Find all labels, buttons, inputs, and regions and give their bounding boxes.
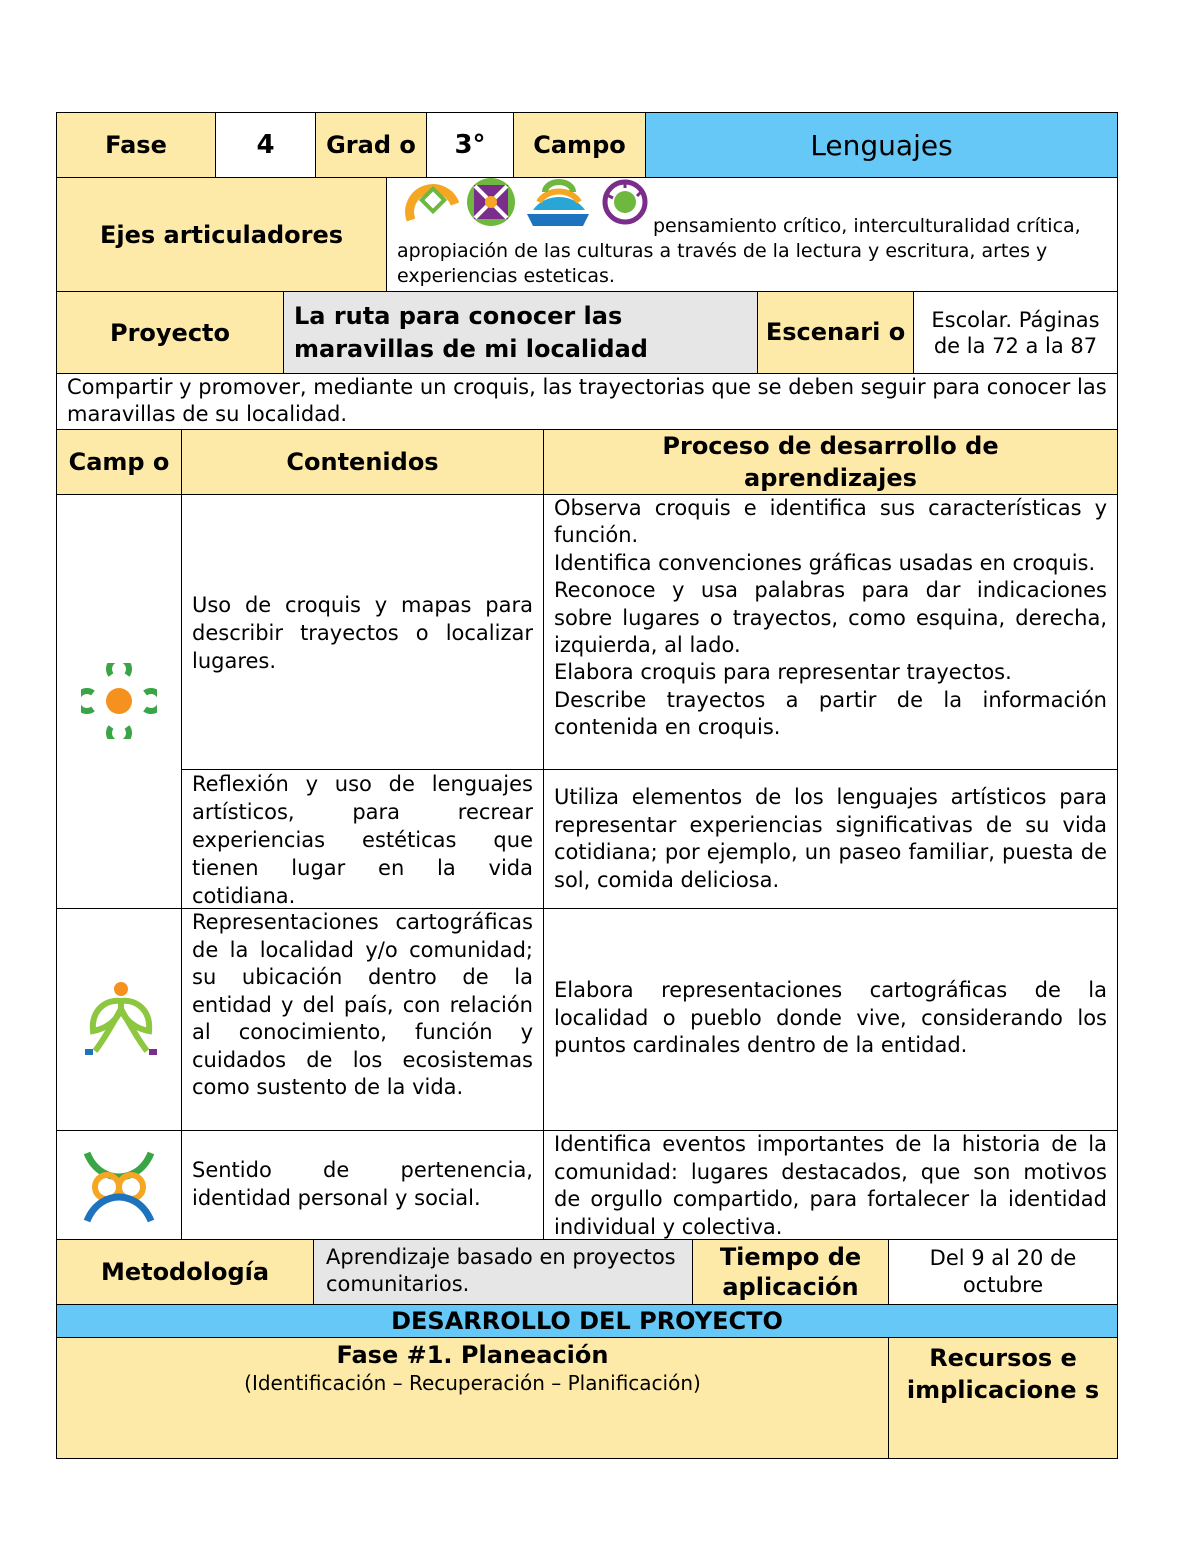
contenido-4: Sentido de pertenencia, identidad personal y social. xyxy=(181,1130,544,1240)
campo-cell-1 xyxy=(56,494,182,909)
escenario-value: Escolar. Páginas de la 72 a la 87 xyxy=(913,291,1118,374)
fase-value: 4 xyxy=(215,112,316,178)
desarrollo-title: DESARROLLO DEL PROYECTO xyxy=(56,1304,1118,1338)
ejes-cell xyxy=(386,177,1118,292)
proceso-1 xyxy=(543,494,1118,770)
contenido-1: Uso de croquis y mapas para describir trayectos o localizar lugares. xyxy=(181,494,544,770)
escenario-label: Escenari o xyxy=(757,291,914,374)
col-contenidos-header: Contenidos xyxy=(181,429,544,495)
proceso-2 xyxy=(543,769,1118,909)
grado-value: 3° xyxy=(426,112,514,178)
campo-value: Lenguajes xyxy=(645,112,1118,178)
metodologia-label: Metodología xyxy=(56,1239,314,1305)
proceso-3 xyxy=(543,908,1118,1131)
fase1-title: Fase #1. Planeación xyxy=(336,1341,609,1369)
fase-label: Fase xyxy=(56,112,216,178)
metodologia-value: Aprendizaje basado en proyectos comunitarios. xyxy=(313,1239,693,1305)
campo-label: Campo xyxy=(513,112,646,178)
col-proceso-header: Proceso de desarrollo de aprendizajes xyxy=(543,429,1118,495)
proceso-1-item: Elabora croquis para representar trayectos. xyxy=(554,660,1012,685)
proceso-1-item: Reconoce y usa palabras para dar indicaciones sobre lugares o trayectos, como esquina, derecha, izquierda, al lado. xyxy=(554,578,1107,658)
ejes-text: pensamiento crítico, interculturalidad crítica, apropiación de las culturas a través de la lectura y escritura, artes y experiencias esteticas. xyxy=(397,215,1081,287)
humano-comunitario-campo-icon xyxy=(81,1147,157,1225)
proceso-2-item: Utiliza elementos de los lenguajes artísticos para representar experiencias significativas de su vida cotidiana; por ejemplo, un paseo familiar, puesta de sol, comida deliciosa. xyxy=(554,785,1107,892)
tiempo-label: Tiempo de aplicación xyxy=(692,1239,889,1305)
proceso-3-item: Elabora representaciones cartográficas de la localidad o pueblo donde vive, considerando los puntos cardinales dentro de la entidad. xyxy=(554,978,1107,1057)
proceso-1-item: Observa croquis e identifica sus características y función. xyxy=(554,496,1107,548)
proyecto-title: La ruta para conocer las maravillas de mi localidad xyxy=(283,291,758,374)
campo-cell-3 xyxy=(56,1130,182,1240)
proyecto-label: Proyecto xyxy=(56,291,284,374)
proceso-1-item: Describe trayectos a partir de la información contenida en croquis. xyxy=(554,687,1107,740)
objetivo-text: Compartir y promover, mediante un croquis, las trayectorias que se deben seguir para conocer las maravillas de su localidad. xyxy=(56,373,1118,430)
contenido-2: Reflexión y uso de lenguajes artísticos, para recrear experiencias estéticas que tienen lugar en la vida cotidiana. xyxy=(181,769,544,909)
ejes-label: Ejes articuladores xyxy=(56,177,387,292)
col-campo-header: Camp o xyxy=(56,429,182,495)
recursos-label: Recursos e implicacione s xyxy=(888,1337,1118,1459)
proceso-4-item: Identifica eventos importantes de la historia de la comunidad: lugares destacados, que son motivos de orgullo compartido, para fortalecer la identidad individual y colectiva. xyxy=(554,1132,1107,1239)
proceso-4 xyxy=(543,1130,1118,1240)
grado-label: Grad o xyxy=(315,112,427,178)
lenguajes-campo-icon xyxy=(81,663,157,739)
proceso-1-item: Identifica convenciones gráficas usadas en croquis. xyxy=(554,550,1096,575)
campo-cell-2 xyxy=(56,908,182,1131)
etica-naturaleza-campo-icon xyxy=(81,979,161,1059)
contenido-3: Representaciones cartográficas de la localidad y/o comunidad; su ubicación dentro de la entidad y del país, con relación al conocimiento, función y cuidados de los ecosistemas como sustento de la vida. xyxy=(181,908,544,1131)
fase1-cell xyxy=(56,1337,889,1459)
fase1-subtitle: (Identificación – Recuperación – Planificación) xyxy=(244,1371,701,1395)
tiempo-value: Del 9 al 20 de octubre xyxy=(888,1239,1118,1305)
